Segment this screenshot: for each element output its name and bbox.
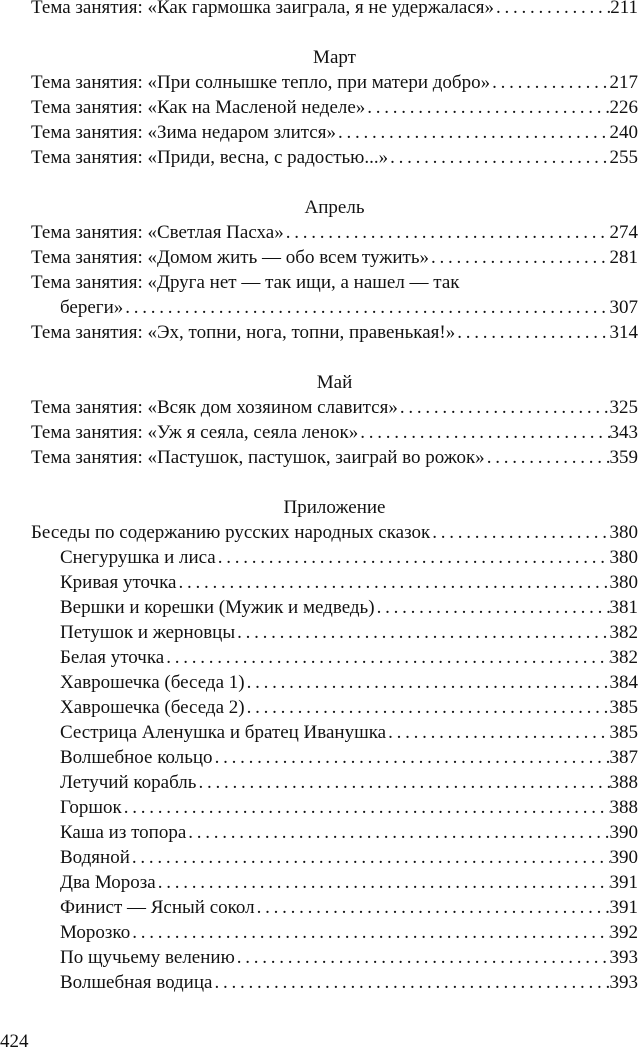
toc-entry-title: Тема занятия: «Эх, топни, нога, топни, правенькая!» <box>31 320 455 345</box>
toc-entry[interactable] <box>31 620 638 645</box>
toc-entry-title: Водяной <box>60 845 130 870</box>
toc-entry-title: Тема занятия: «Как гармошка заиграла, я не удержалася» <box>31 0 494 20</box>
toc-entry-page: 281 <box>610 245 638 270</box>
toc-entry-page: 393 <box>610 970 638 995</box>
toc-entry[interactable] <box>31 845 638 870</box>
toc-entry[interactable] <box>31 0 638 20</box>
toc-entry[interactable] <box>31 745 638 770</box>
toc-entry[interactable] <box>31 570 638 595</box>
toc-entry-title: Тема занятия: «Домом жить — обо всем тужить» <box>31 245 429 270</box>
dot-leader <box>429 245 610 270</box>
toc-entry-title: Беседы по содержанию русских народных сказок <box>31 520 430 545</box>
toc-entry-page: 382 <box>610 645 638 670</box>
toc-entry-title: По щучьему велению <box>60 945 235 970</box>
toc-entry[interactable] <box>31 770 638 795</box>
dot-leader <box>196 770 609 795</box>
spacer <box>31 170 638 195</box>
section-heading: Апрель <box>31 195 638 220</box>
toc-entry[interactable] <box>31 920 638 945</box>
toc-entry[interactable] <box>31 120 638 145</box>
spacer <box>31 20 638 45</box>
dot-leader <box>212 970 609 995</box>
toc-entry[interactable] <box>31 670 638 695</box>
dot-leader <box>235 620 609 645</box>
dot-leader <box>386 720 609 745</box>
toc-entry-title: Кривая уточка <box>60 570 176 595</box>
dot-leader <box>156 870 610 895</box>
dot-leader <box>186 820 609 845</box>
toc-entry-page: 393 <box>610 945 638 970</box>
toc-entry-title: Летучий корабль <box>60 770 196 795</box>
toc-entry[interactable] <box>31 595 638 620</box>
toc-entry-page: 359 <box>610 445 638 470</box>
dot-leader <box>130 920 609 945</box>
toc-entry-title: береги» <box>60 295 123 320</box>
toc-entry[interactable] <box>31 795 638 820</box>
dot-leader <box>245 670 610 695</box>
section-heading: Май <box>31 370 638 395</box>
section-heading: Март <box>31 45 638 70</box>
toc-entry-page: 388 <box>610 770 638 795</box>
toc-entry[interactable] <box>31 720 638 745</box>
dot-leader <box>455 320 609 345</box>
toc-entry[interactable] <box>31 820 638 845</box>
dot-leader <box>365 95 609 120</box>
toc-entry-page: 211 <box>610 0 638 20</box>
toc-entry[interactable] <box>31 145 638 170</box>
toc-entry-page: 307 <box>610 295 638 320</box>
toc-entry-page: 343 <box>610 420 638 445</box>
toc-entry[interactable] <box>31 395 638 420</box>
toc-entry-title-line: Тема занятия: «Друга нет — так ищи, а нашел — так <box>31 270 638 295</box>
toc-entry-page: 226 <box>610 95 638 120</box>
dot-leader <box>336 120 610 145</box>
toc-entry-page: 314 <box>610 320 638 345</box>
toc-entry-title: Горшок <box>60 795 122 820</box>
toc-entry-page: 381 <box>610 595 638 620</box>
toc-entry-page: 385 <box>610 720 638 745</box>
dot-leader <box>130 845 610 870</box>
dot-leader <box>494 0 610 20</box>
table-of-contents <box>31 0 638 995</box>
dot-leader <box>122 795 610 820</box>
toc-entry[interactable] <box>31 645 638 670</box>
dot-leader <box>485 445 610 470</box>
toc-entry[interactable] <box>31 245 638 270</box>
dot-leader <box>255 895 610 920</box>
toc-entry[interactable] <box>31 970 638 995</box>
toc-entry-page: 325 <box>610 395 638 420</box>
toc-entry[interactable] <box>31 70 638 95</box>
dot-leader <box>164 645 609 670</box>
toc-entry-title: Финист — Ясный сокол <box>60 895 255 920</box>
dot-leader <box>213 745 610 770</box>
toc-entry-title: Тема занятия: «При солнышке тепло, при матери добро» <box>31 70 490 95</box>
dot-leader <box>284 220 610 245</box>
toc-entry-page: 240 <box>610 120 638 145</box>
toc-entry-title: Вершки и корешки (Мужик и медведь) <box>60 595 375 620</box>
dot-leader <box>430 520 609 545</box>
toc-entry[interactable] <box>31 445 638 470</box>
toc-entry-title: Тема занятия: «Уж я сеяла, сеяла ленок» <box>31 420 358 445</box>
dot-leader <box>358 420 609 445</box>
toc-entry[interactable] <box>31 220 638 245</box>
dot-leader <box>176 570 609 595</box>
toc-entry[interactable] <box>31 95 638 120</box>
dot-leader <box>216 545 610 570</box>
dot-leader <box>245 695 610 720</box>
toc-entry-page: 391 <box>610 870 638 895</box>
toc-entry-title: Тема занятия: «Как на Масленой неделе» <box>31 95 365 120</box>
toc-entry-title: Снегурушка и лиса <box>60 545 216 570</box>
dot-leader <box>235 945 610 970</box>
toc-entry-title: Тема занятия: «Всяк дом хозяином славится» <box>31 395 398 420</box>
toc-entry-page: 274 <box>610 220 638 245</box>
toc-entry-page: 385 <box>610 695 638 720</box>
toc-entry-page: 390 <box>610 820 638 845</box>
spacer <box>31 345 638 370</box>
toc-entry[interactable] <box>31 695 638 720</box>
toc-entry-page: 384 <box>610 670 638 695</box>
dot-leader <box>375 595 610 620</box>
toc-entry-title: Тема занятия: «Пастушок, пастушок, заиграй во рожок» <box>31 445 485 470</box>
toc-entry-title: Два Мороза <box>60 870 156 895</box>
toc-entry-title: Волшебное кольцо <box>60 745 213 770</box>
toc-entry[interactable] <box>31 895 638 920</box>
toc-entry[interactable] <box>31 545 638 570</box>
toc-entry-title: Тема занятия: «Приди, весна, с радостью...» <box>31 145 388 170</box>
toc-entry-page: 382 <box>610 620 638 645</box>
toc-entry[interactable] <box>31 320 638 345</box>
toc-entry-page: 380 <box>610 545 638 570</box>
dot-leader <box>398 395 610 420</box>
toc-entry-page: 255 <box>610 145 638 170</box>
toc-entry-page: 388 <box>610 795 638 820</box>
spacer <box>31 470 638 495</box>
toc-entry-title: Тема занятия: «Зима недаром злится» <box>31 120 336 145</box>
toc-entry-title: Морозко <box>60 920 130 945</box>
dot-leader <box>123 295 609 320</box>
toc-entry-title: Сестрица Аленушка и братец Иванушка <box>60 720 386 745</box>
page-number: 424 <box>0 1029 29 1054</box>
dot-leader <box>490 70 609 95</box>
toc-entry-page: 391 <box>610 895 638 920</box>
dot-leader <box>388 145 609 170</box>
toc-entry[interactable] <box>31 520 638 545</box>
toc-entry-title: Белая уточка <box>60 645 164 670</box>
toc-entry[interactable] <box>31 420 638 445</box>
toc-entry-page: 380 <box>610 570 638 595</box>
toc-entry-title: Хаврошечка (беседа 2) <box>60 695 245 720</box>
toc-entry-title: Петушок и жерновцы <box>60 620 235 645</box>
toc-entry-page: 217 <box>610 70 638 95</box>
toc-entry-title: Хаврошечка (беседа 1) <box>60 670 245 695</box>
toc-entry-title: Каша из топора <box>60 820 186 845</box>
toc-entry-page: 390 <box>610 845 638 870</box>
toc-entry-page: 392 <box>610 920 638 945</box>
toc-entry-title: Тема занятия: «Светлая Пасха» <box>31 220 284 245</box>
toc-entry[interactable] <box>31 945 638 970</box>
toc-entry[interactable] <box>31 870 638 895</box>
toc-entry[interactable] <box>31 295 638 320</box>
toc-entry-title: Волшебная водица <box>60 970 212 995</box>
toc-entry-page: 387 <box>610 745 638 770</box>
section-heading: Приложение <box>31 495 638 520</box>
toc-entry-page: 380 <box>610 520 638 545</box>
